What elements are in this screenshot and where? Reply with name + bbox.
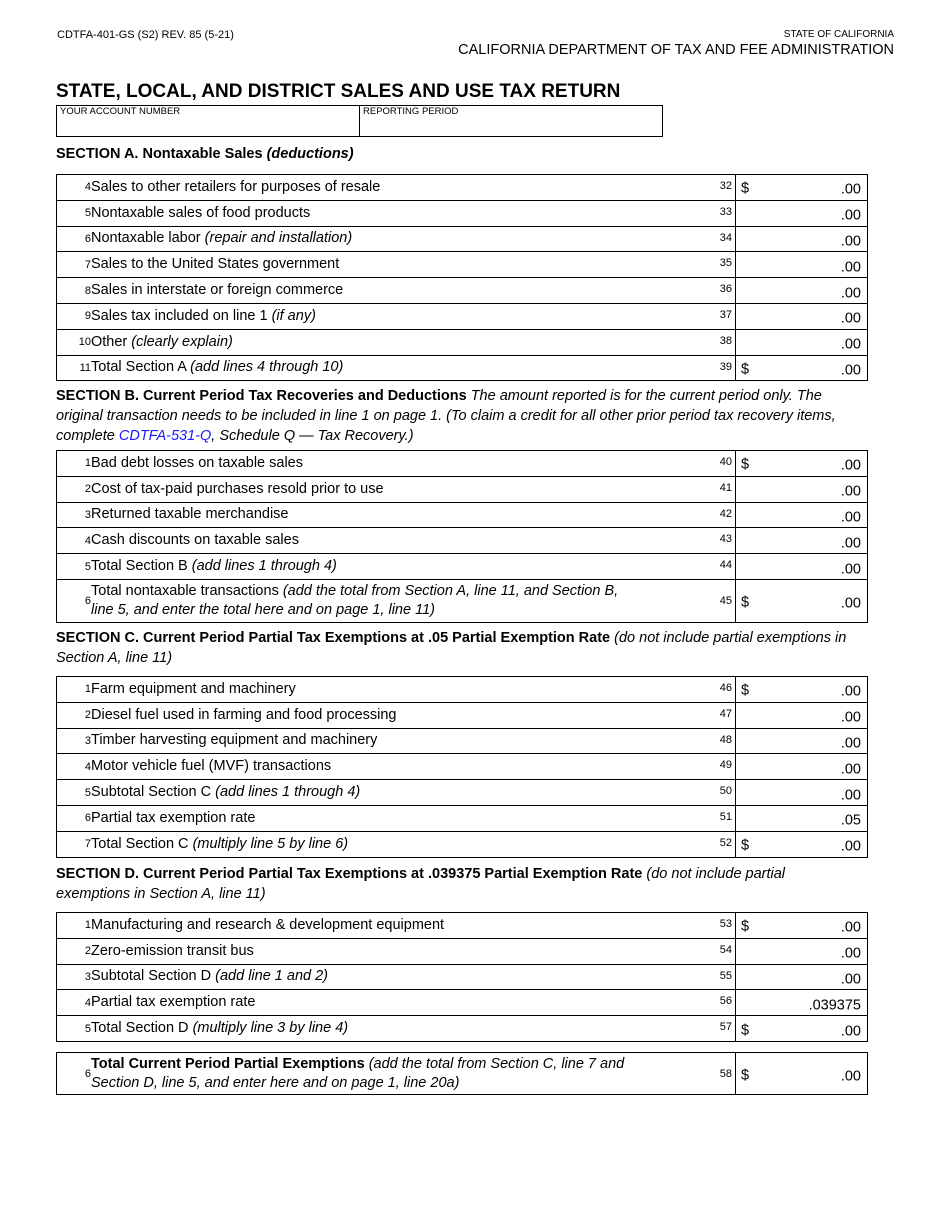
line-number: 5 <box>57 780 92 806</box>
state-label: STATE OF CALIFORNIA <box>783 29 894 40</box>
form-line-number: 52 <box>702 831 736 857</box>
form-line-number: 47 <box>702 702 736 728</box>
amount-field[interactable] <box>736 502 868 528</box>
amount-field[interactable] <box>736 175 868 201</box>
line-number: 4 <box>57 990 92 1016</box>
form-line-number: 56 <box>702 990 736 1016</box>
amount-value: .00 <box>840 945 861 962</box>
form-line-number: 57 <box>702 1016 736 1042</box>
line-number: 3 <box>57 964 92 990</box>
line-number: 3 <box>57 728 92 754</box>
line-number: 3 <box>57 502 92 528</box>
total-note-1: (add the total from Section C, line 7 and <box>364 1055 625 1072</box>
amount-value: .00 <box>840 786 861 803</box>
form-line-number: 33 <box>702 200 736 226</box>
dollar-sign: $ <box>741 682 750 699</box>
amount-field[interactable] <box>736 554 868 580</box>
amount-value: .00 <box>840 735 861 752</box>
line-number: 2 <box>57 476 92 502</box>
amount-field[interactable] <box>736 355 868 381</box>
form-line-number: 55 <box>702 964 736 990</box>
amount-value: .00 <box>840 336 861 353</box>
amount-value: .00 <box>840 595 861 612</box>
amount-field[interactable] <box>736 702 868 728</box>
reporting-period-field[interactable] <box>360 106 461 136</box>
account-number-field[interactable] <box>57 106 360 136</box>
amount-value: .00 <box>840 1022 861 1039</box>
section-b-note: The amount reported is for the current period only. The original transaction needs to be included in line 1 on page 1. (To claim a credit for all other prior period tax recovery items, complete <box>56 388 836 444</box>
amount-field[interactable] <box>736 1016 868 1042</box>
dollar-sign: $ <box>741 918 750 935</box>
amount-field[interactable] <box>736 1053 868 1095</box>
amount-value: .00 <box>840 181 861 198</box>
line-row <box>57 355 868 381</box>
amount-value: .00 <box>840 483 861 500</box>
amount-field[interactable] <box>736 451 868 477</box>
line-description <box>91 554 702 580</box>
line-description <box>91 528 702 554</box>
section-a-table <box>56 174 868 381</box>
line-number: 2 <box>57 938 92 964</box>
amount-value: .00 <box>840 560 861 577</box>
line-description <box>91 502 702 528</box>
line-text: Partial tax exemption rate <box>91 809 256 826</box>
amount-value: .00 <box>840 1067 861 1084</box>
amount-value: .039375 <box>808 997 861 1014</box>
line-row <box>57 329 868 355</box>
line-row <box>57 303 868 329</box>
dollar-sign: $ <box>741 180 750 197</box>
line-text: Diesel fuel used in farming and food processing <box>91 706 397 723</box>
line-note: (add line 1 and 2) <box>215 968 328 985</box>
line-text: Subtotal Section D <box>91 968 216 985</box>
amount-field[interactable] <box>736 579 868 622</box>
form-line-number: 48 <box>702 728 736 754</box>
amount-field[interactable] <box>736 913 868 939</box>
line-description <box>91 780 702 806</box>
line-note: (add the total from Section A, line 11, and Section B, <box>282 582 619 599</box>
line-number: 4 <box>57 754 92 780</box>
amount-value: .00 <box>840 310 861 327</box>
line-row <box>57 554 868 580</box>
section-b-heading <box>56 386 856 446</box>
dollar-sign: $ <box>741 1067 750 1084</box>
department-name: CALIFORNIA DEPARTMENT OF TAX AND FEE ADMINISTRATION <box>458 42 894 58</box>
line-text: Partial tax exemption rate <box>91 994 256 1011</box>
line-row <box>57 780 868 806</box>
amount-field[interactable] <box>736 476 868 502</box>
amount-field[interactable] <box>736 677 868 703</box>
amount-value: .00 <box>840 838 861 855</box>
amount-value: .00 <box>840 509 861 526</box>
section-c-table <box>56 676 868 858</box>
line-row <box>57 476 868 502</box>
form-line-number: 54 <box>702 938 736 964</box>
line-description <box>91 303 702 329</box>
section-a-title: SECTION A. Nontaxable Sales <box>56 146 267 162</box>
line-description <box>91 677 702 703</box>
form-line-number: 46 <box>702 677 736 703</box>
amount-field[interactable] <box>736 805 868 831</box>
section-c-note: (do not include partial exemptions in Section A, line 11) <box>56 630 847 666</box>
line-number: 1 <box>57 913 92 939</box>
line-text: Sales in interstate or foreign commerce <box>91 282 344 299</box>
section-b-table <box>56 450 868 623</box>
amount-value: .05 <box>840 812 861 829</box>
amount-field[interactable] <box>736 964 868 990</box>
amount-value: .00 <box>840 535 861 552</box>
amount-value: .00 <box>840 761 861 778</box>
form-line-number: 45 <box>702 579 736 622</box>
amount-field[interactable] <box>736 278 868 304</box>
line-text: Cost of tax-paid purchases resold prior to use <box>91 480 384 497</box>
form-id: CDTFA-401-GS (S2) REV. 85 (5-21) <box>57 29 234 41</box>
line-text: Total Section D <box>91 1020 193 1037</box>
line-text: Nontaxable labor <box>91 230 205 247</box>
line-row <box>57 278 868 304</box>
amount-value: .00 <box>840 457 861 474</box>
amount-field[interactable] <box>736 528 868 554</box>
form-line-number: 40 <box>702 451 736 477</box>
line-description <box>91 329 702 355</box>
line-number: 7 <box>57 831 92 857</box>
line-text: Sales to the United States government <box>91 256 340 273</box>
line-row <box>57 200 868 226</box>
line-note: (add lines 1 through 4) <box>215 784 361 801</box>
line-text: Nontaxable sales of food products <box>91 204 311 221</box>
line-number: 6 <box>57 226 92 252</box>
line-description <box>91 579 702 622</box>
line-text: Timber harvesting equipment and machinery <box>91 732 378 749</box>
section-c-heading <box>56 628 856 668</box>
form-line-number: 51 <box>702 805 736 831</box>
line-description <box>91 702 702 728</box>
dollar-sign: $ <box>741 837 750 854</box>
line-number: 8 <box>57 278 92 304</box>
line-text: Manufacturing and research & development equipment <box>91 916 445 933</box>
line-number: 5 <box>57 1016 92 1042</box>
form-line-number: 34 <box>702 226 736 252</box>
cdtfa-531-q-link[interactable]: CDTFA-531-Q <box>118 428 212 444</box>
amount-field[interactable] <box>736 329 868 355</box>
form-line-number: 49 <box>702 754 736 780</box>
line-description <box>91 200 702 226</box>
line-number: 6 <box>57 1053 92 1095</box>
line-number: 1 <box>57 677 92 703</box>
total-table <box>56 1052 868 1095</box>
line-description <box>91 355 702 381</box>
line-row <box>57 964 868 990</box>
total-row <box>57 1053 868 1095</box>
line-number: 9 <box>57 303 92 329</box>
line-text: Cash discounts on taxable sales <box>91 532 299 549</box>
section-a-subtitle: (deductions) <box>266 146 354 162</box>
form-line-number: 58 <box>702 1053 736 1095</box>
amount-field[interactable] <box>736 303 868 329</box>
line-row <box>57 805 868 831</box>
amount-value: .00 <box>840 259 861 276</box>
line-description <box>91 451 702 477</box>
line-text: Total Section C <box>91 835 193 852</box>
account-number-label: YOUR ACCOUNT NUMBER <box>60 106 181 117</box>
line-note: (repair and installation) <box>204 230 353 247</box>
form-line-number: 32 <box>702 175 736 201</box>
line-note: (multiply line 5 by line 6) <box>192 835 349 852</box>
amount-field[interactable] <box>736 938 868 964</box>
line-description <box>91 990 702 1016</box>
amount-field[interactable] <box>736 754 868 780</box>
line-text: Zero-emission transit bus <box>91 942 254 959</box>
line-note: (add lines 4 through 10) <box>190 359 344 376</box>
amount-value: .00 <box>840 919 861 936</box>
amount-value: .00 <box>840 709 861 726</box>
line-row <box>57 831 868 857</box>
reporting-period-label: REPORTING PERIOD <box>363 106 459 117</box>
form-line-number: 38 <box>702 329 736 355</box>
line-row <box>57 451 868 477</box>
line-number: 4 <box>57 528 92 554</box>
line-number: 7 <box>57 252 92 278</box>
line-description <box>91 754 702 780</box>
line-description <box>91 476 702 502</box>
dollar-sign: $ <box>741 1022 750 1039</box>
line-note-2: line 5, and enter the total here and on page 1, line 11) <box>91 601 435 618</box>
line-row <box>57 728 868 754</box>
total-note-2: Section D, line 5, and enter here and on page 1, line 20a) <box>91 1074 460 1091</box>
line-number: 6 <box>57 805 92 831</box>
line-row <box>57 175 868 201</box>
section-d-heading <box>56 864 856 904</box>
line-description <box>91 252 702 278</box>
line-description <box>91 805 702 831</box>
line-row <box>57 528 868 554</box>
section-d-table <box>56 912 868 1042</box>
line-row <box>57 677 868 703</box>
amount-value: .00 <box>840 284 861 301</box>
line-description <box>91 913 702 939</box>
section-d-title: SECTION D. Current Period Partial Tax Exemptions at .039375 Partial Exemption Rate <box>56 866 643 882</box>
amount-field[interactable] <box>736 990 868 1016</box>
line-number: 6 <box>57 579 92 622</box>
amount-field[interactable] <box>736 780 868 806</box>
form-line-number: 35 <box>702 252 736 278</box>
line-row <box>57 579 868 622</box>
line-row <box>57 990 868 1016</box>
line-row <box>57 226 868 252</box>
amount-value: .00 <box>840 207 861 224</box>
line-row <box>57 702 868 728</box>
line-description <box>91 938 702 964</box>
line-row <box>57 502 868 528</box>
amount-field[interactable] <box>736 252 868 278</box>
form-line-number: 37 <box>702 303 736 329</box>
section-b-note-end: , Schedule Q — Tax Recovery.) <box>211 428 414 444</box>
line-description <box>91 1016 702 1042</box>
line-number: 4 <box>57 175 92 201</box>
form-line-number: 39 <box>702 355 736 381</box>
line-text: Returned taxable merchandise <box>91 506 289 523</box>
line-row <box>57 252 868 278</box>
line-text: Sales tax included on line 1 <box>91 307 272 324</box>
section-c-title: SECTION C. Current Period Partial Tax Exemptions at .05 Partial Exemption Rate <box>56 630 611 646</box>
line-description <box>91 175 702 201</box>
line-note: (clearly explain) <box>131 333 233 350</box>
line-row <box>57 938 868 964</box>
form-line-number: 44 <box>702 554 736 580</box>
total-label: Total Current Period Partial Exemptions <box>91 1055 365 1072</box>
line-text: Total Section B <box>91 558 192 575</box>
form-line-number: 36 <box>702 278 736 304</box>
line-row <box>57 913 868 939</box>
line-number: 2 <box>57 702 92 728</box>
line-row <box>57 1016 868 1042</box>
line-number: 10 <box>57 329 92 355</box>
id-box <box>56 105 663 137</box>
line-number: 11 <box>57 355 92 381</box>
line-number: 1 <box>57 451 92 477</box>
line-note: (add lines 1 through 4) <box>191 558 337 575</box>
line-description <box>91 728 702 754</box>
form-line-number: 53 <box>702 913 736 939</box>
amount-value: .00 <box>840 362 861 379</box>
form-line-number: 41 <box>702 476 736 502</box>
dollar-sign: $ <box>741 594 750 611</box>
line-text: Bad debt losses on taxable sales <box>91 454 303 471</box>
line-number: 5 <box>57 554 92 580</box>
line-description <box>91 1053 702 1095</box>
page-title: STATE, LOCAL, AND DISTRICT SALES AND USE TAX RETURN <box>56 81 621 102</box>
line-description <box>91 831 702 857</box>
line-row <box>57 754 868 780</box>
line-text: Farm equipment and machinery <box>91 680 296 697</box>
dollar-sign: $ <box>741 456 750 473</box>
line-text: Total nontaxable transactions <box>91 582 283 599</box>
line-text: Sales to other retailers for purposes of resale <box>91 178 381 195</box>
line-description <box>91 964 702 990</box>
line-text: Total Section A <box>91 359 191 376</box>
line-text: Subtotal Section C <box>91 784 216 801</box>
form-line-number: 42 <box>702 502 736 528</box>
amount-field[interactable] <box>736 200 868 226</box>
line-text: Motor vehicle fuel (MVF) transactions <box>91 758 332 775</box>
dollar-sign: $ <box>741 361 750 378</box>
line-number: 5 <box>57 200 92 226</box>
line-description <box>91 226 702 252</box>
form-line-number: 50 <box>702 780 736 806</box>
amount-value: .00 <box>840 233 861 250</box>
line-text: Other <box>91 333 132 350</box>
amount-value: .00 <box>840 971 861 988</box>
form-line-number: 43 <box>702 528 736 554</box>
amount-field[interactable] <box>736 831 868 857</box>
amount-field[interactable] <box>736 728 868 754</box>
line-note: (if any) <box>271 307 316 324</box>
section-b-title: SECTION B. Current Period Tax Recoveries and Deductions <box>56 388 467 404</box>
amount-value: .00 <box>840 683 861 700</box>
section-d-note: (do not include partial exemptions in Section A, line 11) <box>56 866 786 902</box>
section-a-heading <box>56 144 856 164</box>
line-description <box>91 278 702 304</box>
line-note: (multiply line 3 by line 4) <box>192 1020 349 1037</box>
amount-field[interactable] <box>736 226 868 252</box>
